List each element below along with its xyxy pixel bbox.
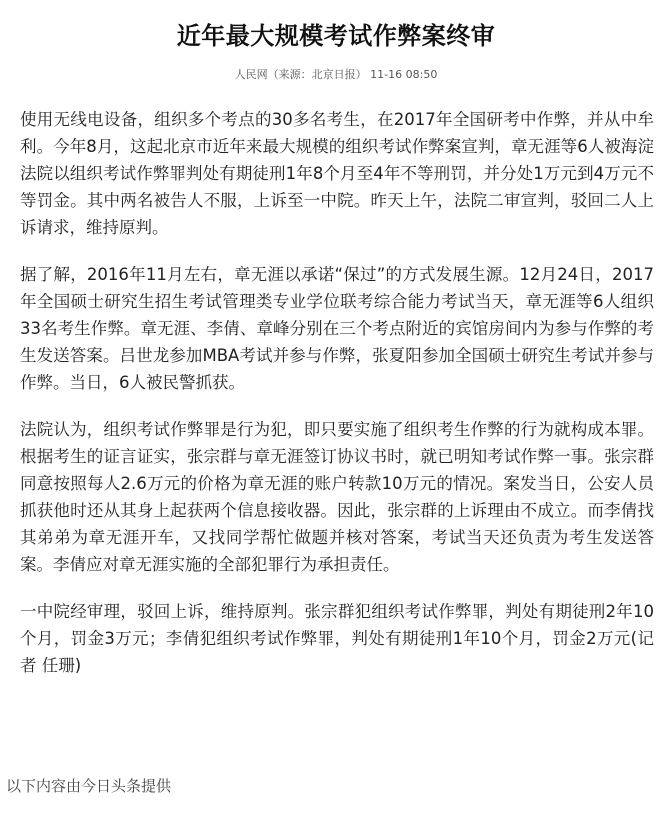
- article-paragraph: 使用无线电设备，组织多个考点的30多名考生，在2017年全国研考中作弊，并从中牟利。今年8月，这起北京市近年来最大规模的组织考试作弊案宣判，章无涯等6人被海淀法院以组织考试作弊罪判处有期徒刑1年8个月至4年不等刑罚，并分处1万元到4万元不等罚金。其中两名被告人不服，上诉至一中院。昨天上午，法院二审宣判，驳回二人上诉请求，维持原判。: [20, 110, 654, 237]
- article-title: 近年最大规模考试作弊案终审: [176, 22, 496, 50]
- article-meta: 人民网（来源：北京日报） 11-16 08:50: [234, 68, 438, 81]
- article-paragraph: 法院认为，组织考试作弊罪是行为犯，即只要实施了组织考生作弊的行为就构成本罪。根据考生的证言证实，张宗群与章无涯签订协议书时，就已明知考试作弊一事。张宗群同意按照每人2.6万元的价格为章无涯的账户转款10万元的情况。案发当日，公安人员抓获他时还从其身上起获两个信息接收器。因此，张宗群的上诉理由不成立。而李倩找其弟弟为章无涯开车，又找同学帮忙做题并核对答案，考试当天还负责为考生发送答案。李倩应对章无涯实施的全部犯罪行为承担责任。: [20, 420, 654, 574]
- content-provider-note: 以下内容由今日头条提供: [6, 777, 172, 795]
- article-paragraph: 一中院经审理，驳回上诉，维持原判。张宗群犯组织考试作弊罪，判处有期徒刑2年10个月，罚金3万元；李倩犯组织考试作弊罪，判处有期徒刑1年10个月，罚金2万元(记者 任珊): [20, 602, 654, 675]
- article-body: [20, 106, 654, 699]
- article-paragraph: 据了解，2016年11月左右，章无涯以承诺“保过”的方式发展生源。12月24日，2017年全国硕士研究生招生考试管理类专业学位联考综合能力考试当天，章无涯等6人组织33名考生作弊。章无涯、李倩、章峰分别在三个考点附近的宾馆房间内为参与作弊的考生发送答案。吕世龙参加MBA考试并参与作弊，张夏阳参加全国硕士研究生考试并参与作弊。当日，6人被民警抓获。: [20, 265, 654, 392]
